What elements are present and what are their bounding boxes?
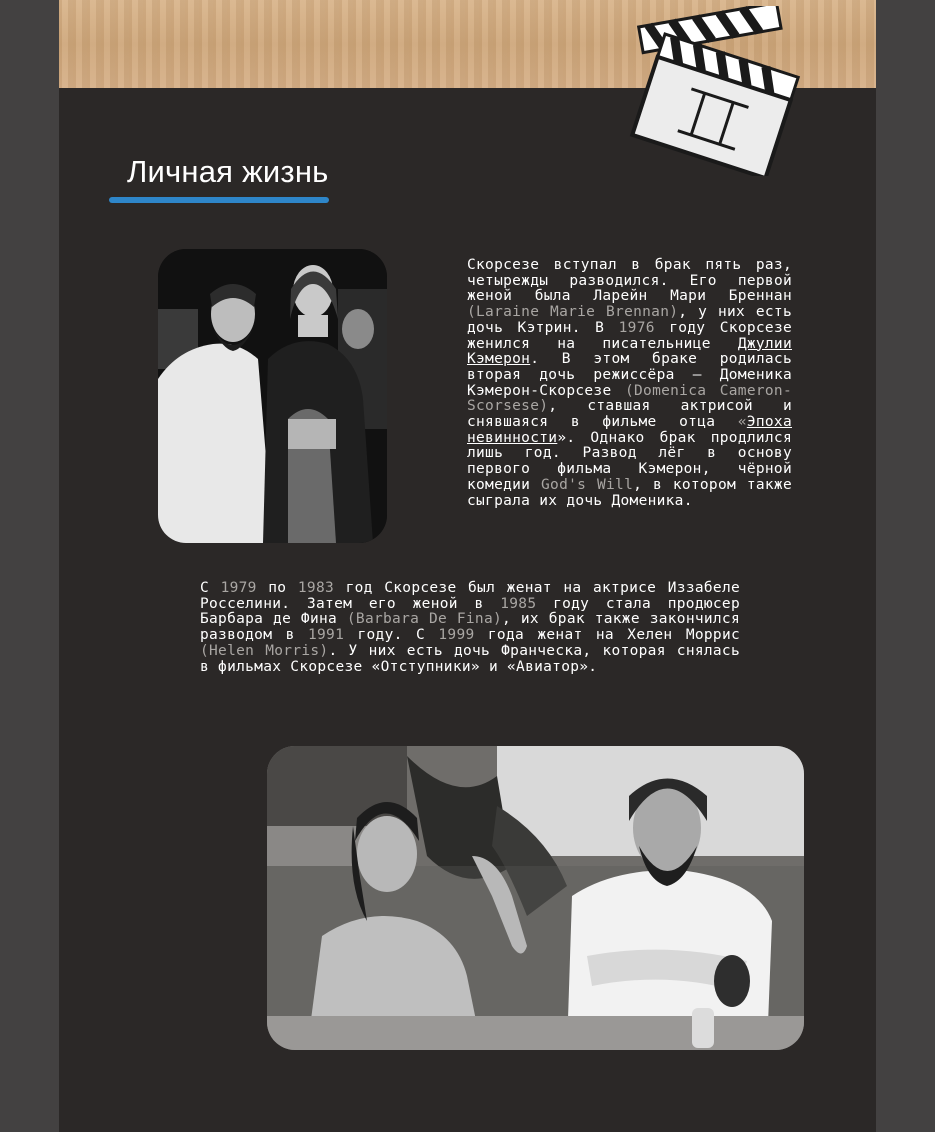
name-latin: (Helen Morris) — [200, 642, 329, 659]
paragraph-marriages-1 — [467, 258, 792, 509]
text-segment: по — [256, 580, 298, 596]
page — [59, 0, 876, 1132]
year: 1985 — [500, 595, 537, 612]
text-segment: С — [200, 580, 221, 596]
text-segment: году. С — [344, 627, 439, 644]
text-segment: , ставшая актрисой и снявшаяся в фильме отца — [467, 398, 792, 431]
photo-scorsese-rossellini-table — [267, 746, 804, 1050]
text-segment: , у них есть дочь Кэтрин. В — [467, 304, 792, 336]
text-segment: , их брак также закончился разводом в — [200, 611, 740, 644]
year: 1976 — [618, 319, 655, 336]
title-underline — [109, 197, 329, 203]
section-title: Личная жизнь — [127, 154, 329, 189]
text-segment: Скорсезе вступал в брак пять раз, четырежды разводился. Его первой женой была Ларейн Мари Бреннан — [467, 257, 792, 305]
text-segment: года женат на Хелен Моррис — [474, 627, 740, 644]
name-latin: (Barbara De Fina) — [346, 611, 503, 628]
year: 1979 — [220, 580, 257, 596]
link-julia-cameron[interactable]: Джулии Кэмерон — [467, 335, 792, 368]
paragraph-marriages-2 — [200, 581, 740, 675]
right-gutter — [876, 0, 935, 1132]
link-age-of-innocence[interactable]: Эпоха невинности — [467, 414, 792, 446]
clapperboard-icon — [629, 6, 809, 176]
year: 1991 — [308, 627, 345, 644]
text-segment: ». Однако брак продлился лишь год. Развод лёг в основу первого фильма Кэмерон, чёрной комедии — [467, 429, 792, 493]
text-segment: . У них есть дочь Франческа, которая снялась в фильмах Скорсезе «Отступники» и «Авиатор». — [200, 642, 740, 675]
left-gutter — [0, 0, 59, 1132]
quote-open: « — [737, 414, 747, 431]
text-segment: , в котором также сыграла их дочь Доменика. — [467, 476, 792, 509]
name-latin: (Laraine Marie Brennan) — [467, 304, 679, 321]
year: 1999 — [438, 627, 475, 644]
text-segment: году стала продюсер Барбара де Фина — [200, 595, 740, 628]
text-segment: году Скорсезе женился на писательнице — [467, 319, 792, 352]
year: 1983 — [297, 580, 335, 596]
name-latin: (Domenica Cameron-Scorsese) — [467, 382, 792, 415]
text-segment: год Скорсезе был женат на актрисе Иззабеле Росселини. Затем его женой в — [200, 580, 741, 612]
photo-scorsese-rossellini-event — [158, 249, 387, 543]
film-title-latin: God's Will — [541, 476, 634, 493]
text-segment: . В этом браке родилась вторая дочь режиссёра — Доменика Кэмерон-Скорсезе — [467, 351, 792, 399]
